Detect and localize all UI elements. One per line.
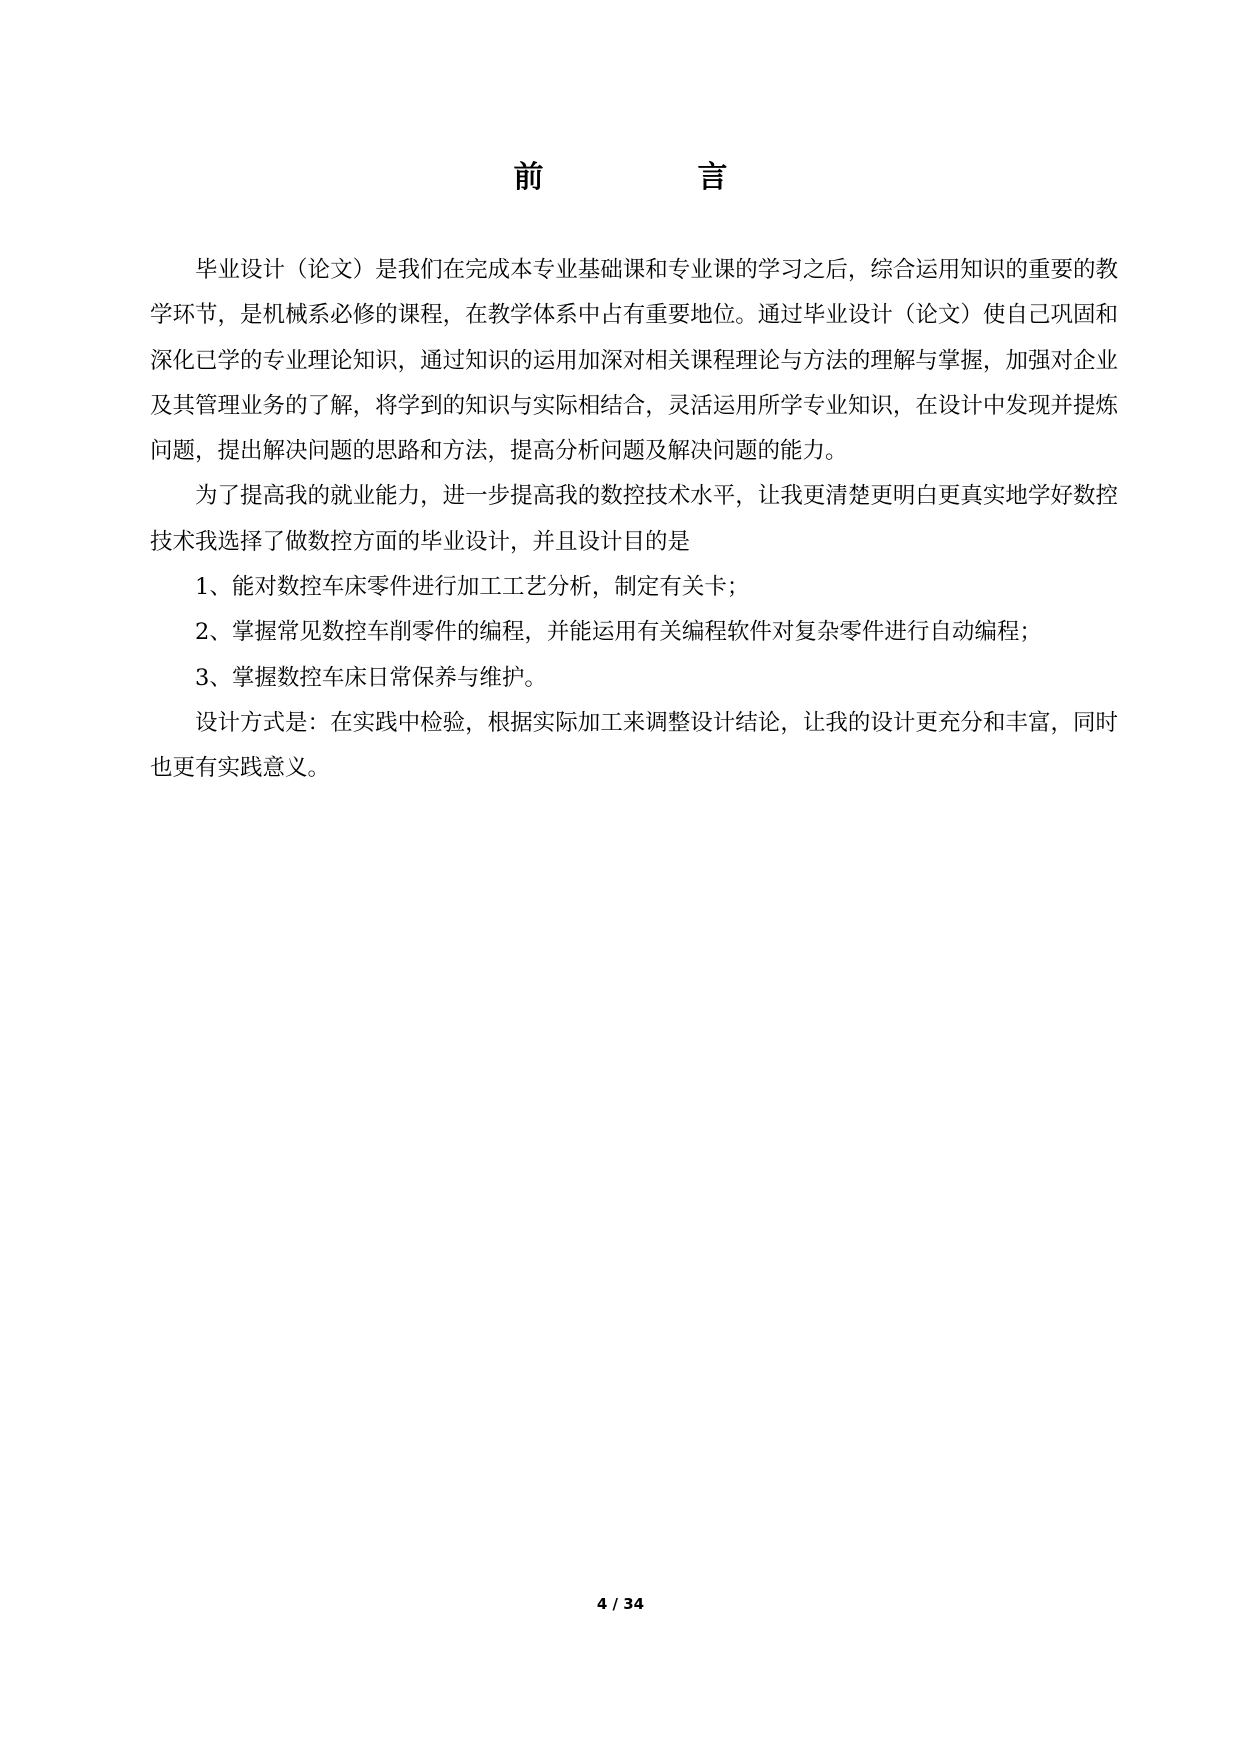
page-number: 4 / 34 [596,1595,645,1613]
list-item-2: 2、掌握常见数控车削零件的编程，并能运用有关编程软件对复杂零件进行自动编程； [195,619,1042,646]
page-title: 前 言 [513,160,790,195]
list-item-3: 3、掌握数控车床日常保养与维护。 [195,664,547,691]
body-text [150,248,1118,792]
paragraph-method: 设计方式是：在实践中检验，根据实际加工来调整设计结论，让我的设计更充分和丰富，同时也更有实践意义。 [150,709,1118,782]
paragraph-purpose: 为了提高我的就业能力，进一步提高我的数控技术水平，让我更清楚更明白更真实地学好数控技术我选择了做数控方面的毕业设计，并且设计目的是 [150,483,1118,555]
list-item-1: 1、能对数控车床零件进行加工工艺分析，制定有关卡； [195,574,750,601]
paragraph-intro: 毕业设计（论文）是我们在完成本专业基础课和专业课的学习之后，综合运用知识的重要的教学环节，是机械系必修的课程，在教学体系中占有重要地位。通过毕业设计（论文）使自己巩固和深化已学的专业理论知识，通过知识的运用加深对相关课程理论与方法的理解与掌握，加强对企业及其管理业务的了解，将学到的知识与实际相结合，灵活运用所学专业知识，在设计中发现并提炼问题，提出解决问题的思路和方法，提高分析问题及解决问题的能力。 [150,257,1118,465]
